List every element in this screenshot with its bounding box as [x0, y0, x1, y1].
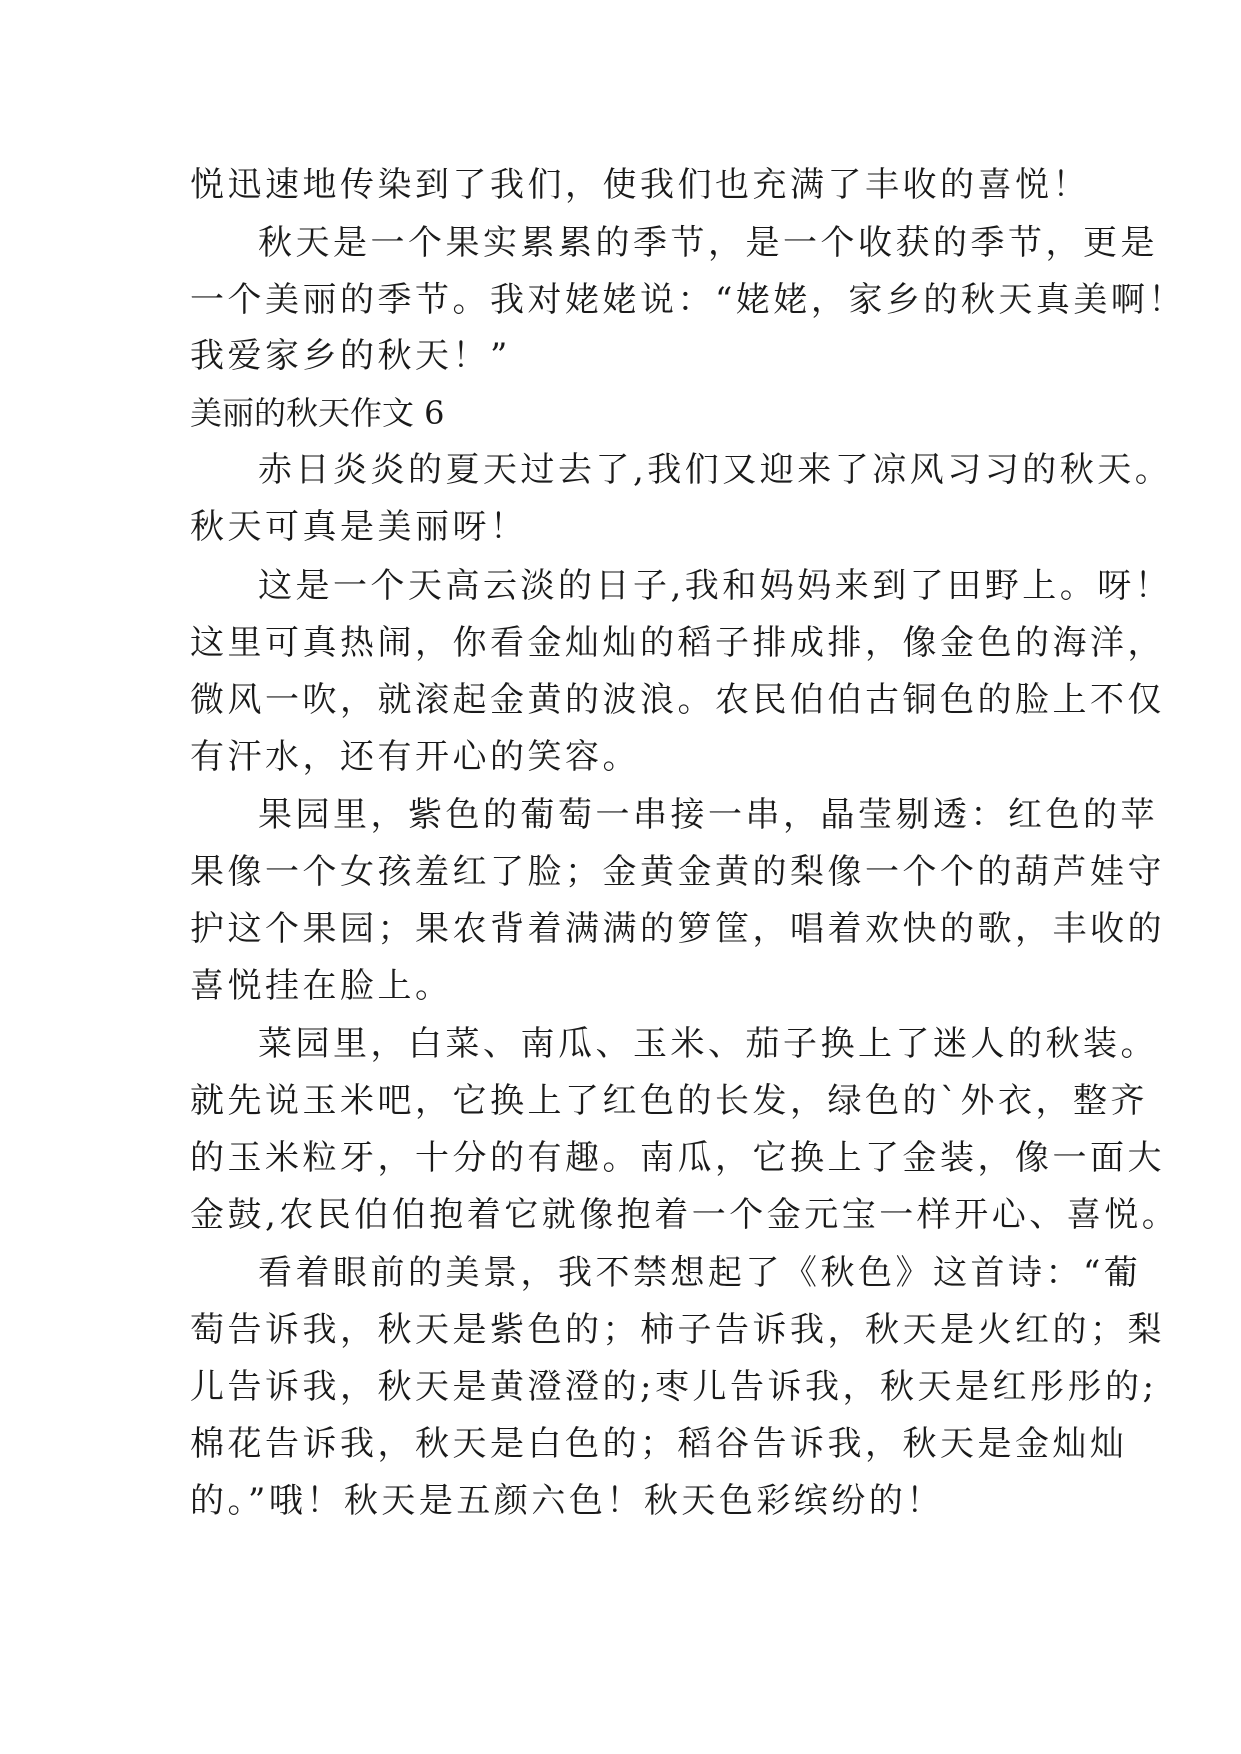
paragraph-start: 果园里，紫色的葡萄一串接一串，晶莹剔透：红色的苹 [258, 795, 1158, 835]
text-line: 果像一个女孩羞红了脸；金黄金黄的梨像一个个的葫芦娃守 [190, 852, 1165, 892]
text-line: 萄告诉我，秋天是紫色的；柿子告诉我，秋天是火红的；梨 [190, 1310, 1165, 1350]
text-line: 悦迅速地传染到了我们，使我们也充满了丰收的喜悦！ [190, 165, 1090, 205]
paragraph-start: 这是一个天高云淡的日子,我和妈妈来到了田野上。呀！ [258, 566, 1173, 606]
text-line: 的玉米粒牙，十分的有趣。南瓜，它换上了金装，像一面大 [190, 1138, 1165, 1178]
paragraph-start: 赤日炎炎的夏天过去了,我们又迎来了凉风习习的秋天。 [258, 450, 1173, 490]
paragraph-start: 菜园里，白菜、南瓜、玉米、茄子换上了迷人的秋装。 [258, 1024, 1158, 1064]
text-line: 有汗水，还有开心的笑容。 [190, 737, 640, 777]
text-line: 金鼓,农民伯伯抱着它就像抱着一个金元宝一样开心、喜悦。 [190, 1195, 1180, 1235]
text-line: 我爱家乡的秋天！” [190, 336, 511, 376]
paragraph-start: 秋天是一个果实累累的季节，是一个收获的季节，更是 [258, 223, 1158, 263]
text-line: 这里可真热闹，你看金灿灿的稻子排成排，像金色的海洋， [190, 623, 1165, 663]
text-line: 一个美丽的季节。我对姥姥说：“姥姥，家乡的秋天真美啊！ [190, 280, 1186, 320]
text-line: 喜悦挂在脸上。 [190, 966, 453, 1006]
text-line: 微风一吹，就滚起金黄的波浪。农民伯伯古铜色的脸上不仅 [190, 680, 1165, 720]
text-line: 秋天可真是美丽呀！ [190, 507, 528, 547]
text-line: 儿告诉我，秋天是黄澄澄的;枣儿告诉我，秋天是红彤彤的; [190, 1367, 1158, 1407]
text-line: 的。”哦！秋天是五颜六色！秋天色彩缤纷的！ [190, 1481, 944, 1521]
text-line: 护这个果园；果农背着满满的箩筐，唱着欢快的歌，丰收的 [190, 909, 1165, 949]
paragraph-start: 看着眼前的美景，我不禁想起了《秋色》这首诗：“葡 [258, 1253, 1142, 1293]
text-line: 就先说玉米吧，它换上了红色的长发，绿色的`外衣，整齐 [190, 1081, 1148, 1121]
text-line: 棉花告诉我，秋天是白色的；稻谷告诉我，秋天是金灿灿 [190, 1424, 1128, 1464]
section-title: 美丽的秋天作文 6 [190, 394, 445, 432]
